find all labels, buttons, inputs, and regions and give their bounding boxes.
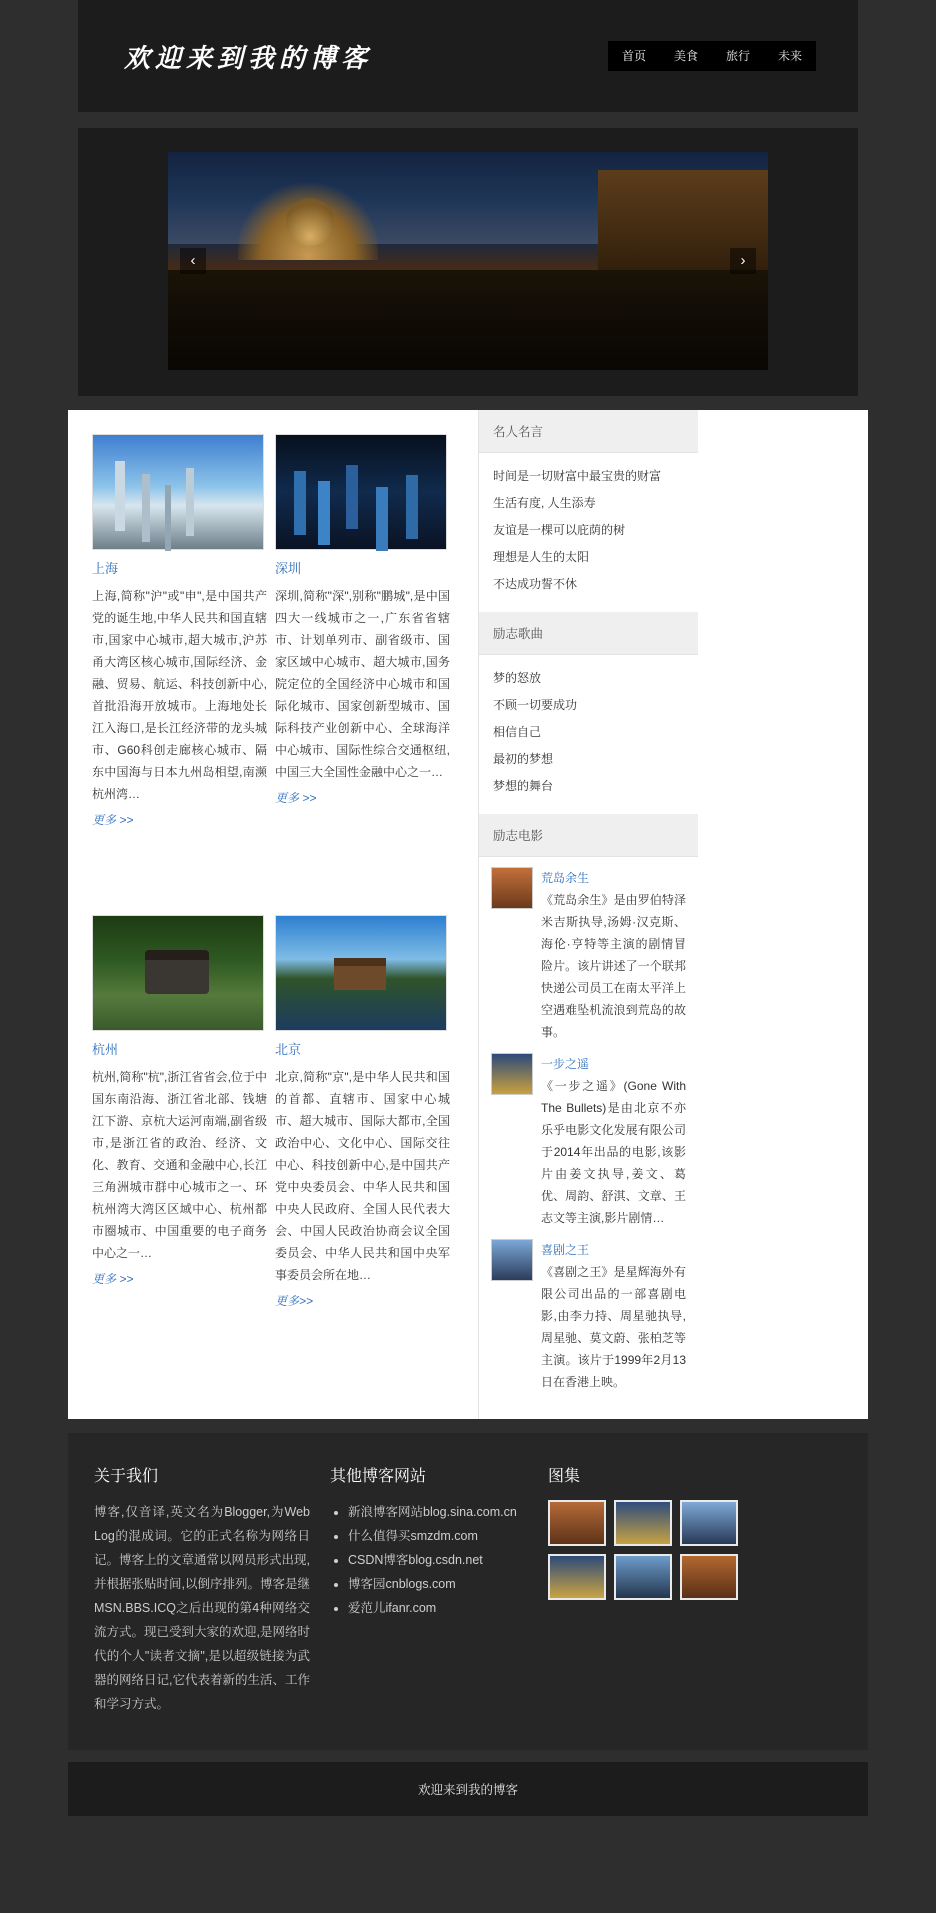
- movie-poster-icon[interactable]: [491, 867, 533, 909]
- movie-title[interactable]: 喜剧之王: [541, 1243, 590, 1257]
- shenzhen-thumbnail[interactable]: [275, 434, 447, 550]
- list-item[interactable]: 梦想的舞台: [493, 779, 554, 793]
- hero-slider-section: [78, 128, 858, 396]
- nav-item-food[interactable]: 美食: [673, 49, 698, 63]
- gallery-thumbnail[interactable]: [680, 1500, 738, 1546]
- card-title[interactable]: 北京: [275, 1041, 302, 1057]
- movie-description: 《荒岛余生》是由罗伯特泽米吉斯执导,汤姆·汉克斯、海伦·亨特等主演的剧情冒险片。该片讲述了一个联邦快递公司员工在南太平洋上空遇难坠机流浪到荒岛的故事。: [541, 893, 686, 1039]
- quotes-list: [479, 453, 698, 612]
- sidebar-heading-movies: 励志电影: [479, 814, 698, 857]
- shanghai-thumbnail[interactable]: [92, 434, 264, 550]
- footer-about: [94, 1463, 330, 1716]
- gallery-thumbnail[interactable]: [548, 1554, 606, 1600]
- slider-prev-icon[interactable]: ‹: [180, 248, 206, 274]
- footer-gallery: [548, 1463, 778, 1716]
- card-more-link[interactable]: 更多 >>: [275, 791, 317, 805]
- main-nav: [608, 41, 816, 71]
- article-card-grid: [68, 410, 478, 1419]
- movie-title[interactable]: 荒岛余生: [541, 871, 590, 885]
- card-description: 上海,简称"沪"或"申",是中国共产党的诞生地,中华人民共和国直辖市,国家中心城市,超大城市,沪苏甬大湾区核心城市,国际经济、金融、贸易、航运、科技创新中心,首批沿海开放城市。上海地处长江入海口,是长江经济带的龙头城市、G60科创走廊核心城市、隔东中国海与日本九州岛相望,南濒杭州湾…: [92, 589, 267, 801]
- list-item[interactable]: • CSDN博客blog.csdn.net: [348, 1548, 528, 1572]
- movie-poster-icon[interactable]: [491, 1239, 533, 1281]
- movie-text: [541, 1053, 686, 1229]
- list-item[interactable]: 梦的怒放: [493, 671, 542, 685]
- gallery-thumbnail[interactable]: [680, 1554, 738, 1600]
- sidebar: [478, 410, 698, 1419]
- gallery-grid: [548, 1500, 758, 1600]
- footer-link-list: [330, 1500, 528, 1620]
- article-card[interactable]: [275, 434, 450, 897]
- card-title[interactable]: 上海: [92, 561, 119, 576]
- list-item[interactable]: 不顾一切要成功: [493, 698, 578, 712]
- article-card[interactable]: [92, 915, 267, 1378]
- hero-slider[interactable]: [168, 152, 768, 370]
- card-description: 杭州,简称"杭",浙江省省会,位于中国东南沿海、浙江省北部、钱塘江下游、京杭大运河南端,副省级市,是浙江省的政治、经济、文化、教育、交通和金融中心,长江三角洲城市群中心城市之一、环杭州湾大湾区区域中心、杭州都市圈城市、中国重要的电子商务中心之一…: [92, 1069, 267, 1260]
- songs-list: [479, 655, 698, 814]
- main-content: [68, 410, 868, 1419]
- hangzhou-thumbnail[interactable]: [92, 915, 264, 1031]
- list-item[interactable]: 最初的梦想: [493, 752, 554, 766]
- beijing-thumbnail[interactable]: [275, 915, 447, 1031]
- site-footer: [68, 1433, 868, 1750]
- copyright-bar: 欢迎来到我的博客: [68, 1762, 868, 1816]
- gallery-thumbnail[interactable]: [614, 1500, 672, 1546]
- card-description: 深圳,简称"深",别称"鹏城",是中国四大一线城市之一,广东省省辖市、计划单列市、副省级市、国家区域中心城市、超大城市,国务院定位的全国经济中心城市和国际化城市、国家创新型城市、国际科技产业创新中心、全球海洋中心城市、国际性综合交通枢纽,中国三大全国性金融中心之一…: [275, 589, 450, 779]
- movie-title[interactable]: 一步之遥: [541, 1057, 590, 1071]
- list-item[interactable]: 生活有度, 人生添寿: [493, 496, 596, 510]
- list-item[interactable]: 理想是人生的太阳: [493, 550, 590, 564]
- card-more-link[interactable]: 更多>>: [275, 1293, 314, 1308]
- site-logo: 欢迎来到我的博客: [124, 43, 373, 74]
- list-item[interactable]: • 什么值得买smzdm.com: [348, 1524, 528, 1548]
- list-item[interactable]: 时间是一切财富中最宝贵的财富: [493, 469, 662, 483]
- site-header: [78, 0, 858, 112]
- movie-poster-icon[interactable]: [491, 1053, 533, 1095]
- nav-item-future[interactable]: 未来: [777, 49, 802, 63]
- card-more-link[interactable]: 更多 >>: [92, 1271, 134, 1286]
- list-item[interactable]: • 爱范儿ifanr.com: [348, 1596, 528, 1620]
- footer-links: [330, 1463, 548, 1716]
- list-item[interactable]: 友谊是一棵可以庇荫的树: [493, 523, 626, 537]
- movie-description: 《一步之遥》(Gone With The Bullets)是由北京不亦乐乎电影文化发展有限公司于2014年出品的电影,该影片由姜文执导,姜文、葛优、周韵、舒淇、文章、王志文等主演,影片剧情…: [541, 1079, 686, 1225]
- list-item[interactable]: • 新浪博客网站blog.sina.com.cn: [348, 1500, 528, 1524]
- article-card[interactable]: [275, 915, 450, 1378]
- bottom-spacer: [0, 1816, 936, 1836]
- footer-gallery-heading: 图集: [548, 1468, 581, 1485]
- card-description: 北京,简称"京",是中华人民共和国的首都、直辖市、国家中心城市、超大城市、国际大都市,全国政治中心、文化中心、国际交往中心、科技创新中心,是中国共产党中央委员会、中华人民共和国中央人民政府、全国人民代表大会、中国人民政治协商会议全国委员会、中华人民共和国中央军事委员会所在地…: [275, 1069, 450, 1282]
- card-more-link[interactable]: 更多 >>: [92, 813, 134, 827]
- article-card[interactable]: [92, 434, 267, 897]
- footer-about-heading: 关于我们: [94, 1468, 159, 1485]
- nav-item-travel[interactable]: 旅行: [725, 49, 750, 63]
- list-item[interactable]: [491, 1239, 686, 1393]
- list-item[interactable]: • 博客园cnblogs.com: [348, 1572, 528, 1596]
- footer-about-text: 博客,仅音译,英文名为Blogger,为Web Log的混成词。它的正式名称为网络日记。博客上的文章通常以网员形式出现,并根据张贴时间,以倒序排列。博客是继MSN.BBS.ICQ之后出现的第4种网络交流方式。现已受到大家的欢迎,是网络时代的个人"读者文摘",是以超级链接为武器的网络日记,它代表着新的生活、工作和学习方式。: [94, 1505, 310, 1711]
- movie-text: [541, 867, 686, 1043]
- movie-text: [541, 1239, 686, 1393]
- slide-dome: [286, 198, 334, 246]
- card-title[interactable]: 深圳: [275, 561, 302, 576]
- slide-water: [168, 270, 768, 370]
- list-item[interactable]: [491, 1053, 686, 1229]
- list-item[interactable]: 不达成功誓不休: [493, 577, 578, 591]
- movie-description: 《喜剧之王》是星辉海外有限公司出品的一部喜剧电影,由李力持、周星驰执导,周星驰、莫文蔚、张柏芝等主演。该片于1999年2月13日在香港上映。: [541, 1265, 686, 1389]
- gallery-thumbnail[interactable]: [614, 1554, 672, 1600]
- card-title[interactable]: 杭州: [92, 1041, 119, 1057]
- movies-list: [479, 857, 698, 1419]
- list-item[interactable]: 相信自己: [493, 725, 542, 739]
- nav-item-home[interactable]: 首页: [621, 49, 646, 63]
- gallery-thumbnail[interactable]: [548, 1500, 606, 1546]
- list-item[interactable]: [491, 867, 686, 1043]
- sidebar-heading-quotes: 名人名言: [479, 410, 698, 453]
- footer-links-heading: 其他博客网站: [330, 1468, 427, 1485]
- slider-next-icon[interactable]: ›: [730, 248, 756, 274]
- sidebar-heading-songs: 励志歌曲: [479, 612, 698, 655]
